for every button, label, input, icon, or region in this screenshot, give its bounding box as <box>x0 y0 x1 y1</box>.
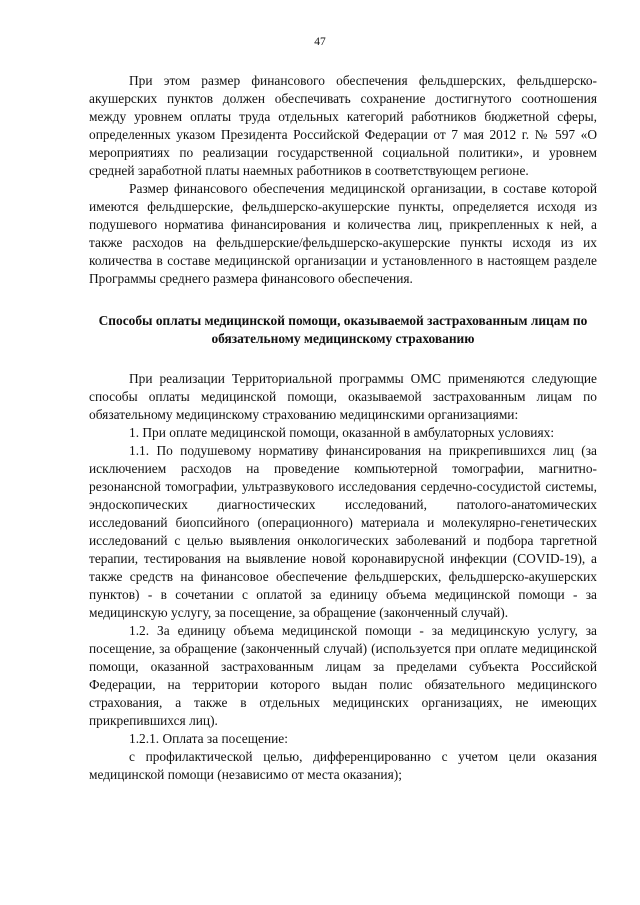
paragraph: При этом размер финансового обеспечения фельдшерских, фельдшерско-акушерских пунктов должен обеспечивать сохранение достигнутого соотношения между уровнем оплаты труда отдельных категорий работников бюджетной сферы, определенных указом Президента Российской Федерации от 7 мая 2012 г. № 597 «О мероприятиях по реализации государственной социальной политики», и уровнем средней заработной платы наемных работников в соответствующем регионе. <box>89 73 597 178</box>
paragraph: 1.1. По подушевому нормативу финансирования на прикрепившихся лиц (за исключением расходов на проведение компьютерной томографии, магнитно-резонансной томографии, ультразвукового исследования сердечно-сосудистой системы, эндоскопических диагностических исследований, патолого-анатомических исследований биопсийного (операционного) материала и молекулярно-генетических исследований с целью выявления онкологических заболеваний и подбора таргетной терапии, тестирования на выявление новой коронавирусной инфекции (COVID-19), а также средств на финансовое обеспечение фельдшерских, фельдшерско-акушерских пунктов) - в сочетании с оплатой за единицу объема медицинской помощи - за медицинскую услугу, за посещение, за обращение (законченный случай). <box>89 443 597 620</box>
page-number: 47 <box>314 36 326 48</box>
paragraph: 1. При оплате медицинской помощи, оказанной в амбулаторных условиях: <box>129 425 555 440</box>
paragraph: 1.2. За единицу объема медицинской помощи - за медицинскую услугу, за посещение, за обращение (законченный случай) (используется при оплате медицинской помощи, оказанной застрахованным лицам за пределами субъекта Российской Федерации, на территории которого выдан полис обязательного медицинского страхования, а также в отдельных медицинских организациях, не имеющих прикрепившихся лиц). <box>89 623 597 728</box>
paragraph: При реализации Территориальной программы ОМС применяются следующие способы оплаты медицинской помощи, оказываемой застрахованным лицам по обязательному медицинскому страхованию медицинскими организациями: <box>89 371 597 422</box>
section-heading: Способы оплаты медицинской помощи, оказываемой застрахованным лицам по обязательному медицинскому страхованию <box>98 313 588 346</box>
paragraph: 1.2.1. Оплата за посещение: <box>129 731 288 746</box>
paragraph: с профилактической целью, дифференцированно с учетом цели оказания медицинской помощи (независимо от места оказания); <box>89 749 597 782</box>
paragraph: Размер финансового обеспечения медицинской организации, в составе которой имеются фельдшерские, фельдшерско-акушерские пункты, определяется исходя из подушевого норматива финансирования и количества лиц, прикрепленных к ней, а также расходов на фельдшерские/фельдшерско-акушерские пункты исходя из их количества в составе медицинской организации и установленного в настоящем разделе Программы среднего размера финансового обеспечения. <box>89 181 597 286</box>
page-content <box>89 72 597 784</box>
